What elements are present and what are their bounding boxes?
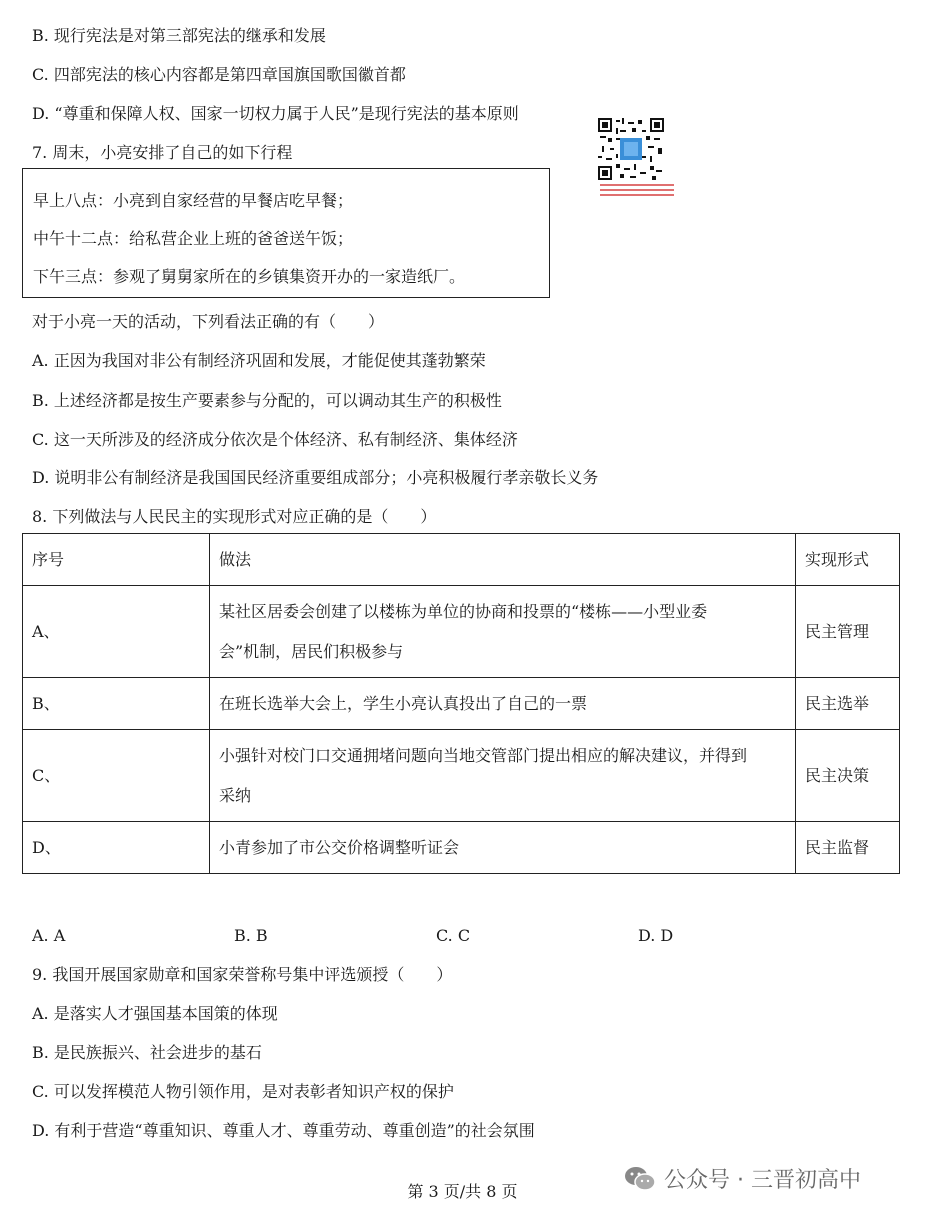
q8-option-c: C. C	[436, 926, 471, 945]
q7-question: 对于小亮一天的活动，下列看法正确的有（ ）	[32, 312, 385, 331]
q7-option-d: D. 说明非公有制经济是我国国民经济重要组成部分；小亮积极履行孝亲敬长义务	[32, 468, 599, 487]
q9-option-a: A. 是落实人才强国基本国策的体现	[32, 1004, 278, 1023]
row-id: C、	[23, 730, 210, 822]
q7-option-c: C. 这一天所涉及的经济成分依次是个体经济、私有制经济、集体经济	[32, 430, 518, 449]
row-practice	[210, 586, 796, 678]
row-id: D、	[23, 822, 210, 874]
q7-schedule-box	[22, 168, 550, 298]
row-form: 民主决策	[796, 730, 900, 822]
q8-table	[22, 533, 900, 874]
table-header-row	[23, 534, 900, 586]
q6-option-c: C. 四部宪法的核心内容都是第四章国旗国歌国徽首都	[32, 65, 406, 84]
page-number: 第 3 页/共 8 页	[407, 1182, 518, 1201]
table-row	[23, 730, 900, 822]
row-form: 民主监督	[796, 822, 900, 874]
q7-schedule-line: 中午十二点：给私营企业上班的爸爸送午饭；	[33, 229, 354, 248]
row-id: B、	[23, 678, 210, 730]
q9-option-d: D. 有利于营造“尊重知识、尊重人才、尊重劳动、尊重创造”的社会氛围	[32, 1121, 535, 1140]
row-practice	[210, 730, 796, 822]
table-header: 实现形式	[796, 534, 900, 586]
q7-option-a: A. 正因为我国对非公有制经济巩固和发展，才能促使其蓬勃繁荣	[32, 351, 486, 370]
q6-option-d: D. “尊重和保障人权、国家一切权力属于人民”是现行宪法的基本原则	[32, 104, 519, 123]
q8-stem: 8. 下列做法与人民民主的实现形式对应正确的是（ ）	[32, 507, 437, 526]
q8-option-d: D. D	[638, 926, 674, 945]
practice-line: 小强针对校门口交通拥堵问题向当地交管部门提出相应的解决建议，并得到	[219, 745, 748, 765]
qr-code-icon	[598, 118, 664, 180]
table-header: 序号	[23, 534, 210, 586]
practice-line: 某社区居委会创建了以楼栋为单位的协商和投票的“楼栋——小型业委	[219, 601, 708, 621]
q9-option-c: C. 可以发挥模范人物引领作用，是对表彰者知识产权的保护	[32, 1082, 454, 1101]
q7-schedule-line: 下午三点：参观了舅舅家所在的乡镇集资开办的一家造纸厂。	[33, 267, 466, 286]
q7-schedule-line: 早上八点：小亮到自家经营的早餐店吃早餐；	[33, 191, 354, 210]
practice-line: 会”机制，居民们积极参与	[219, 641, 404, 661]
row-form: 民主选举	[796, 678, 900, 730]
q9-option-b: B. 是民族振兴、社会进步的基石	[32, 1043, 262, 1062]
row-practice: 在班长选举大会上，学生小亮认真投出了自己的一票	[210, 678, 796, 730]
table-row	[23, 678, 900, 730]
table-row	[23, 586, 900, 678]
row-id: A、	[23, 586, 210, 678]
row-form: 民主管理	[796, 586, 900, 678]
q7-stem: 7. 周末，小亮安排了自己的如下行程	[32, 143, 293, 162]
q8-option-a: A. A	[32, 926, 66, 945]
q7-option-b: B. 上述经济都是按生产要素参与分配的，可以调动其生产的积极性	[32, 391, 502, 410]
watermark-text: 公众号 · 三晋初高中	[664, 1168, 861, 1193]
row-practice: 小青参加了市公交价格调整听证会	[210, 822, 796, 874]
practice-line: 采纳	[219, 785, 252, 805]
q6-option-b: B. 现行宪法是对第三部宪法的继承和发展	[32, 26, 326, 45]
q9-stem: 9. 我国开展国家勋章和国家荣誉称号集中评选颁授（ ）	[32, 965, 453, 984]
q8-option-b: B. B	[234, 926, 268, 945]
qr-caption	[600, 181, 674, 199]
table-row	[23, 822, 900, 874]
table-header: 做法	[210, 534, 796, 586]
